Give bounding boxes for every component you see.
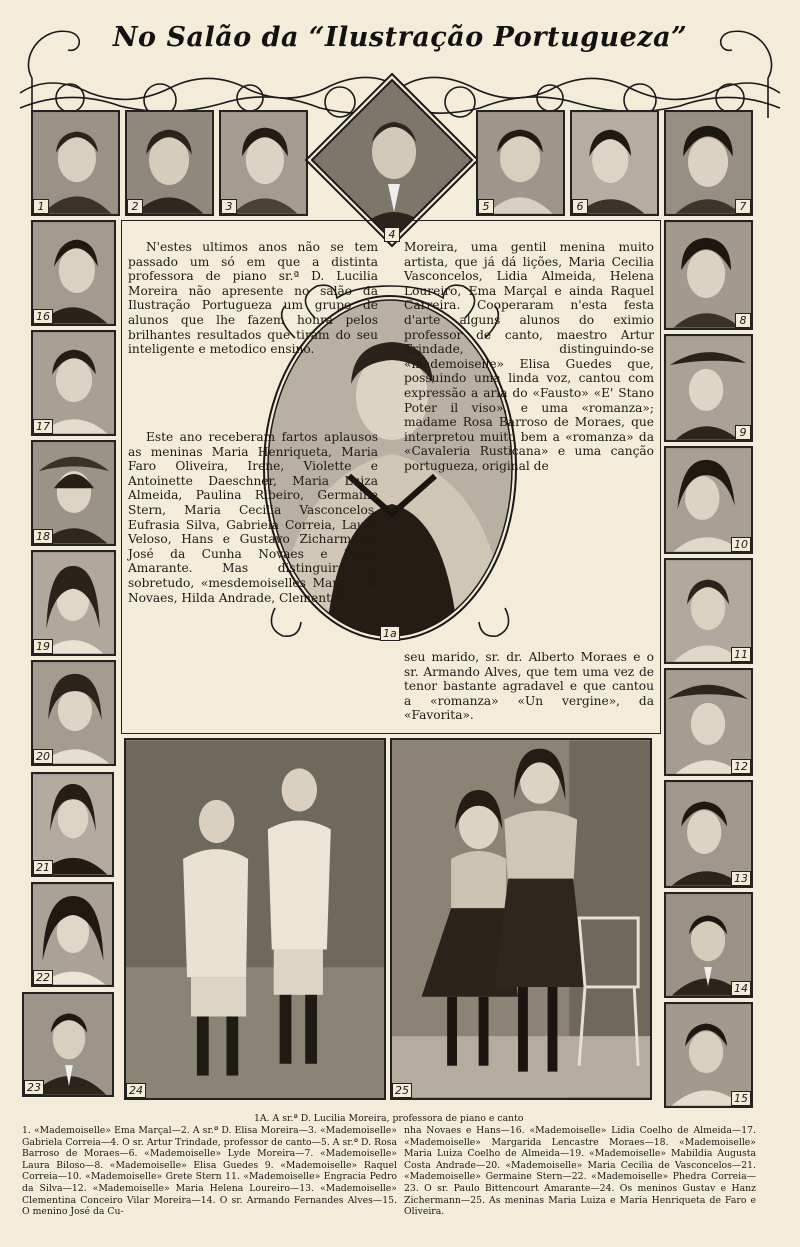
photo-number: 24 (126, 1083, 146, 1098)
photo-25-girls (390, 738, 652, 1100)
photo-number: 6 (572, 199, 588, 214)
portrait-21 (31, 772, 114, 877)
photo-number: 21 (33, 860, 53, 875)
portrait-12 (664, 668, 753, 776)
photo-24-boys (124, 738, 386, 1100)
photo-number: 19 (33, 639, 53, 654)
article-paragraph: Moreira, uma gentil menina muito artista, que já dá lições, Maria Cecilia Vasconcelos, Lidia Almeida, Helena Loureiro, Ema Marçal e ainda Raquel Carreira. Cooperaram n'esta festa d'arte alguns alunos do eximio professor de canto, maestro Artur Trindade, distinguindo-se «mademoiselle» Elisa Guedes que, possuindo uma linda voz, cantou com expressão a aria do «Fausto» «E' Stano Poter il viso», e uma «romanza»; madame Rosa Barroso de Moraes, que interpretou muito bem a «romanza» da «Cavaleria Rusticana» e uma canção portugueza, original de (404, 240, 654, 473)
portrait-3 (219, 110, 308, 216)
portrait-14 (664, 892, 753, 998)
article-paragraph: Este ano receberam fartos aplausos as meninas Maria Henriqueta, Maria Faro Oliveira, Irene, Violette e Antoinette Daeschner, Maria Luiza Almeida, Paulina Ribeiro, Germaine Stern, Maria Cecilia Vasconcelos. Eufrasia Silva, Gabriela Correia, Laura Veloso, Hans e Gustavo Zicharmann, José da Cunha Novaes e Paulo Amarante. Mas distinguiram-se, sobretudo, «mesdemoiselles Margarida Novaes, Hilda Andrade, Clementina (128, 430, 378, 605)
boys-illustration (126, 740, 384, 1098)
portrait-22 (31, 882, 114, 987)
photo-number: 22 (33, 970, 53, 985)
portrait-9 (664, 334, 753, 442)
photo-number: 13 (731, 871, 751, 886)
portrait-7 (664, 110, 753, 216)
photo-number: 7 (735, 199, 751, 214)
portrait-18 (31, 440, 116, 546)
portrait-5 (476, 110, 565, 216)
portrait-20 (31, 660, 116, 766)
caption-left (22, 1125, 397, 1218)
photo-number: 14 (731, 981, 751, 996)
page-title: No Salão da “Ilustração Portugueza” (112, 22, 688, 53)
photo-number: 2 (127, 199, 143, 214)
photo-number: 18 (33, 529, 53, 544)
portrait-23 (22, 992, 114, 1097)
portrait-10 (664, 446, 753, 554)
portrait-11 (664, 558, 753, 664)
article-right-col (404, 240, 654, 474)
photo-number: 20 (33, 749, 53, 764)
photo-number: 11 (731, 647, 751, 662)
photo-number: 1a (380, 626, 400, 641)
portrait-6 (570, 110, 659, 216)
photo-number: 4 (384, 227, 400, 242)
photo-number: 9 (735, 425, 751, 440)
caption-text: nha Novaes e Hans—16. «Mademoiselle» Lidia Coelho de Almeida—17. «Mademoiselle» Margarida Lencastre Moraes—18. «Mademoiselle» Maria Luiza Coelho de Almeida—19. «Mademoiselle» Mabildia Augusta Costa Andrade—20. «Mademoiselle» Maria Cecilia de Vasconcelos—21. «Mademoiselle» Germaine Stern—22. «Mademoiselle» Phedra Correia—23. O sr. Paulo Bittencourt Amarante—24. Os meninos Gustav e Hanz Zichermann—25. As meninas Maria Luiza e Maria Henriqueta de Faro e Oliveira. (404, 1125, 756, 1218)
caption-right (404, 1125, 756, 1218)
portrait-16 (31, 220, 116, 326)
photo-number: 25 (392, 1083, 412, 1098)
photo-number: 12 (731, 759, 751, 774)
caption-head: 1A. A sr.ª D. Lucilia Moreira, professora de piano e canto (254, 1113, 524, 1124)
portrait-1 (31, 110, 120, 216)
photo-number: 5 (478, 199, 494, 214)
article-paragraph: seu marido, sr. dr. Alberto Moraes e o sr. Armando Alves, que tem uma vez de tenor bastante agradavel e que cantou a «romanza» «Un vergine», da «Favorita». (404, 650, 654, 723)
photo-number: 3 (221, 199, 237, 214)
photo-number: 10 (731, 537, 751, 552)
article-paragraph: N'estes ultimos anos não se tem passado um só em que a distinta professora de piano sr.ª D. Lucilia Moreira não apresente no salão da Ilustração Portugueza um grupo de alunos que lhe fazem honra pelos brilhantes resultados que tiram do seu inteligente e metodico ensino. (128, 240, 378, 357)
portrait-15 (664, 1002, 753, 1108)
photo-number: 17 (33, 419, 53, 434)
article-bottom-line (404, 650, 654, 723)
photo-number: 8 (735, 313, 751, 328)
portrait-13 (664, 780, 753, 888)
portrait-2 (125, 110, 214, 216)
photo-number: 16 (33, 309, 53, 324)
caption-text: 1. «Mademoiselle» Ema Marçal—2. A sr.ª D. Elisa Moreira—3. «Mademoiselle» Gabriela Correia—4. O sr. Artur Trindade, professor de canto—5. A sr.ª D. Rosa Barroso de Moraes—6. «Mademoiselle» Lyde Moreira—7. «Mademoiselle» Laura Biloso—8. «Mademoiselle» Elisa Guedes 9. «Mademoiselle» Raquel Correia—10. «Mademoiselle» Grete Stern 11. «Mademoiselle» Engracia Pedro da Silva—12. «Mademoiselle» Maria Helena Loureiro—13. «Mademoiselle» Clementina Conceiro Vilar Moreira—14. O sr. Armando Fernandes Alves—15. O menino José da Cu- (22, 1125, 397, 1218)
portrait-17 (31, 330, 116, 436)
photo-number: 15 (731, 1091, 751, 1106)
photo-number: 23 (24, 1080, 44, 1095)
article-left-col-top (128, 240, 378, 357)
portrait-19 (31, 550, 116, 656)
article-left-col-mid (128, 430, 378, 605)
photo-number: 1 (33, 199, 49, 214)
portrait-8 (664, 220, 753, 330)
girls-illustration (392, 740, 650, 1098)
